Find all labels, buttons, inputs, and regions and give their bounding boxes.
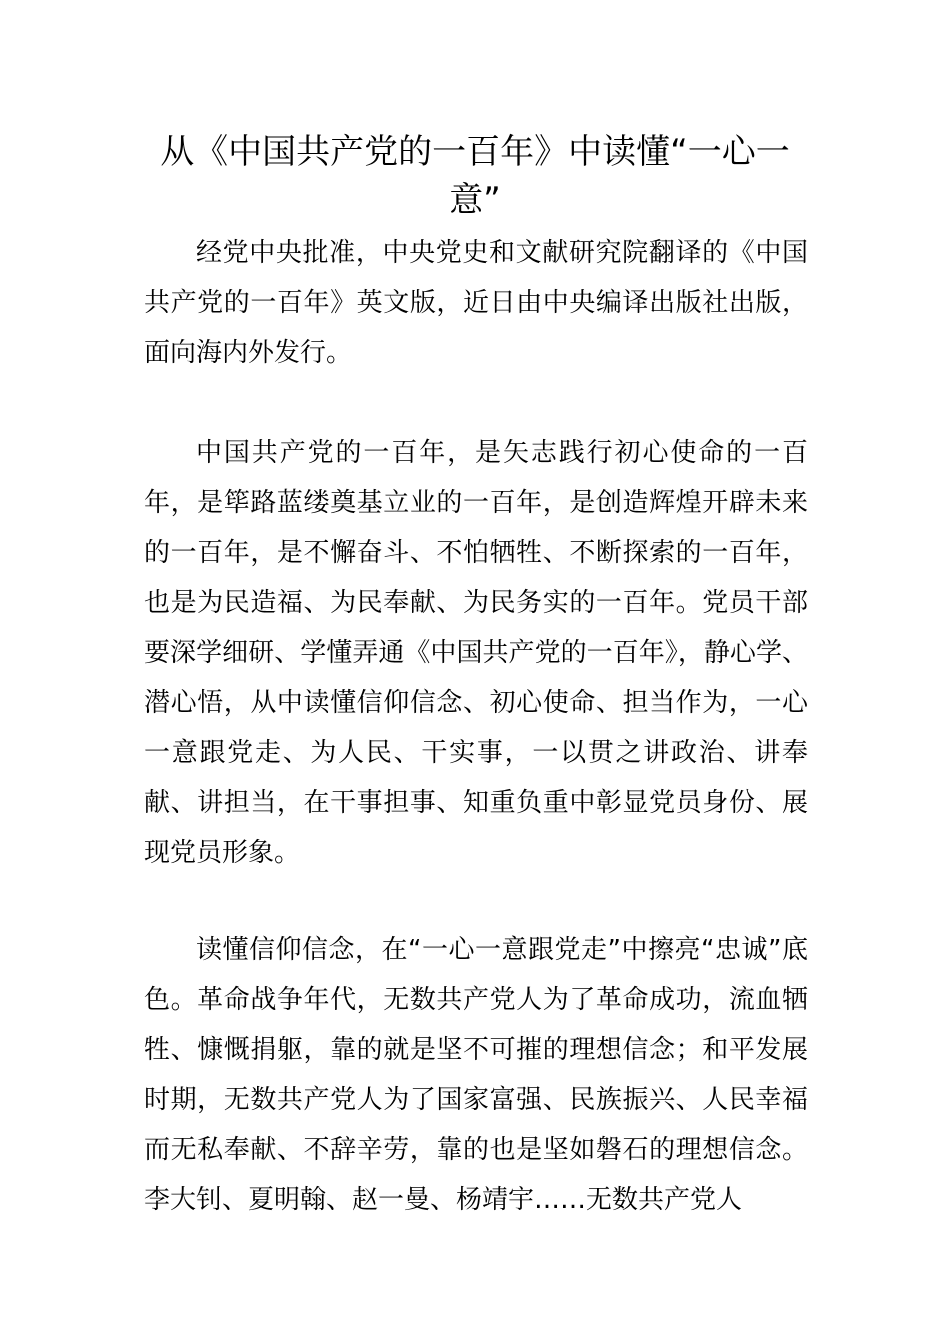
paragraph: 经党中央批准，中央党史和文献研究院翻译的《中国共产党的一百年》英文版，近日由中央编译出版社出版，面向海内外发行。 [144,238,808,368]
paragraph: 中国共产党的一百年，是矢志践行初心使命的一百年，是筚路蓝缕奠基立业的一百年，是创造辉煌开辟未来的一百年，是不懈奋斗、不怕牺牲、不断探索的一百年，也是为民造福、为民奉献、为民务实的一百年。党员干部要深学细研、学懂弄通《中国共产党的一百年》，静心学、潜心悟，从中读懂信仰信念、初心使命、担当作为，一心一意跟党走、为人民、干实事，一以贯之讲政治、讲奉献、讲担当，在干事担事、知重负重中彰显党员身份、展现党员形象。 [144,438,808,868]
paragraph: 读懂信仰信念，在“一心一意跟党走”中擦亮“忠诚”底色。革命战争年代，无数共产党人为了革命成功，流血牺牲、慷慨捐躯，靠的就是坚不可摧的理想信念；和平发展时期，无数共产党人为了国家富强、民族振兴、人民幸福而无私奉献、不辞辛劳，靠的也是坚如磐石的理想信念。李大钊、夏明翰、赵一曼、杨靖宇……无数共产党人 [144,935,808,1215]
document-title: 从《中国共产党的一百年》中读懂“一心一意” [160,132,790,220]
